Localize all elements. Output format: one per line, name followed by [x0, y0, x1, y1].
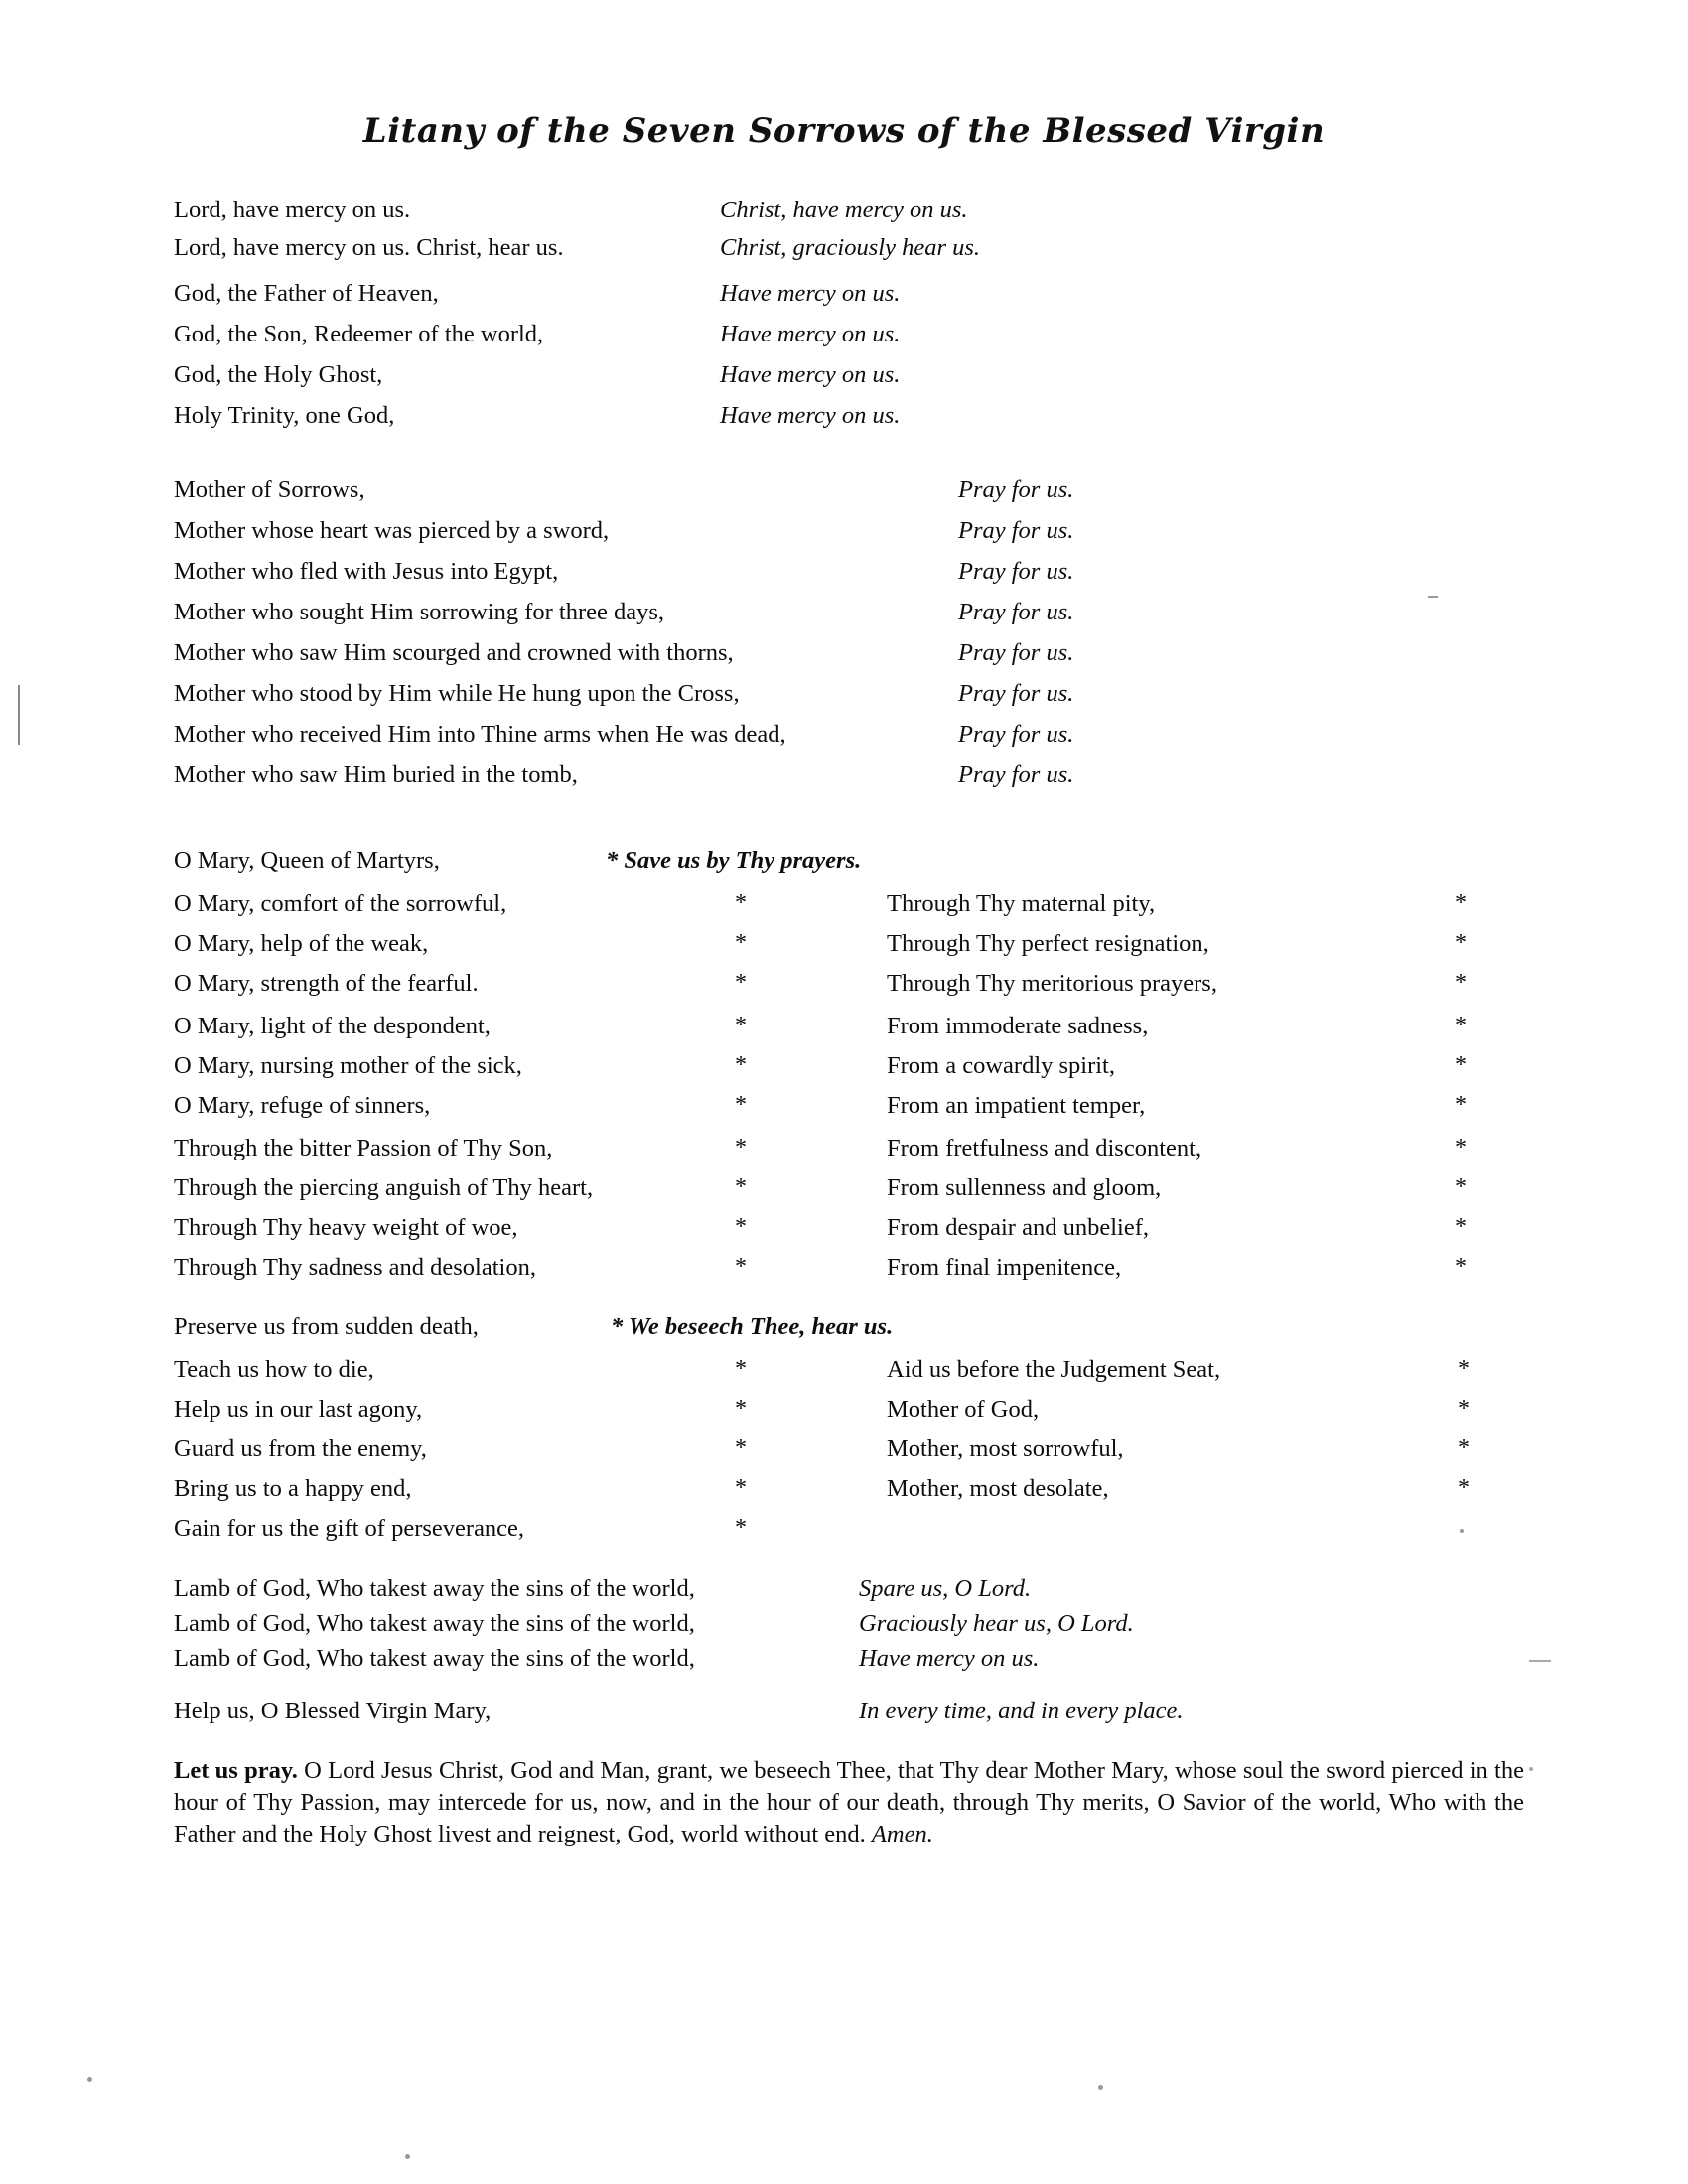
response-star: * [1455, 930, 1467, 956]
response-star: * [735, 1435, 747, 1461]
call-text: Mother who saw Him buried in the tomb, [174, 761, 578, 788]
prayer-amen: Amen. [871, 1820, 933, 1847]
petition-left: O Mary, comfort of the sorrowful, [174, 890, 507, 917]
scan-artifact [1098, 2085, 1103, 2090]
scan-artifact [1529, 1660, 1551, 1662]
petition-left: Through the bitter Passion of Thy Son, [174, 1135, 553, 1161]
call-text: Mother whose heart was pierced by a sword, [174, 517, 610, 544]
response-star: * [1455, 1013, 1467, 1038]
response-text: Pray for us. [958, 599, 1074, 625]
response-text: Pray for us. [958, 680, 1074, 707]
litany-row [174, 639, 1514, 680]
response-star: * [735, 1515, 747, 1541]
response-star: * [735, 1475, 747, 1501]
petition-right: Aid us before the Judgement Seat, [887, 1356, 1221, 1383]
call-text: Mother of Sorrows, [174, 477, 365, 503]
call-text: God, the Father of Heaven, [174, 280, 439, 307]
response-star: * [735, 930, 747, 956]
litany-row [174, 1645, 1514, 1680]
litany-row [174, 361, 1514, 402]
beseech-lead-response: * We beseech Thee, hear us. [611, 1313, 894, 1340]
petition-left: O Mary, help of the weak, [174, 930, 429, 957]
petition-right: From despair and unbelief, [887, 1214, 1149, 1241]
response-star: * [1455, 1052, 1467, 1078]
petition-right: From an impatient temper, [887, 1092, 1146, 1119]
response-text: Christ, have mercy on us. [720, 197, 968, 223]
response-star: * [1458, 1356, 1470, 1382]
response-text: Graciously hear us, O Lord. [859, 1610, 1134, 1637]
petition-right: Through Thy maternal pity, [887, 890, 1156, 917]
response-star: * [735, 1174, 747, 1200]
response-star: * [735, 1052, 747, 1078]
response-star: * [735, 1092, 747, 1118]
litany-row [174, 197, 1514, 234]
call-text: Lamb of God, Who takest away the sins of the world, [174, 1610, 695, 1637]
response-star: * [1455, 890, 1467, 916]
petition-left: Through the piercing anguish of Thy heart, [174, 1174, 594, 1201]
call-text: Mother who saw Him scourged and crowned with thorns, [174, 639, 734, 666]
litany-row [174, 321, 1514, 361]
litany-row [174, 1610, 1514, 1645]
petition-left: Through Thy sadness and desolation, [174, 1254, 536, 1281]
petition-left: Teach us how to die, [174, 1356, 374, 1383]
petition-right: From fretfulness and discontent, [887, 1135, 1202, 1161]
petition-right: From sullenness and gloom, [887, 1174, 1162, 1201]
response-text: Pray for us. [958, 761, 1074, 788]
response-star: * [735, 1214, 747, 1240]
response-text: Pray for us. [958, 517, 1074, 544]
scan-artifact [1529, 1767, 1533, 1771]
litany-row [174, 761, 1514, 802]
response-star: * [1458, 1396, 1470, 1422]
response-star: * [1455, 1174, 1467, 1200]
call-text: Mother who received Him into Thine arms when He was dead, [174, 721, 786, 748]
help-us-section [174, 1698, 1514, 1735]
let-us-pray-label: Let us pray. [174, 1757, 298, 1784]
litany-row [174, 1698, 1514, 1735]
litany-row [174, 1575, 1514, 1610]
petition-right: From immoderate sadness, [887, 1013, 1149, 1039]
petition-left: Through Thy heavy weight of woe, [174, 1214, 518, 1241]
scan-artifact [1460, 1529, 1464, 1533]
save-us-lead-call: O Mary, Queen of Martyrs, [174, 847, 440, 874]
scan-artifact [18, 685, 20, 745]
call-text: Help us, O Blessed Virgin Mary, [174, 1698, 492, 1724]
petition-right: Mother, most desolate, [887, 1475, 1109, 1502]
response-text: Christ, graciously hear us. [720, 234, 981, 261]
opening-section [174, 197, 1514, 272]
response-star: * [735, 970, 747, 996]
page-title: Litany of the Seven Sorrows of the Blessed Virgin [362, 111, 1326, 151]
response-text: Pray for us. [958, 721, 1074, 748]
scan-artifact [405, 2154, 410, 2159]
call-text: Lamb of God, Who takest away the sins of the world, [174, 1645, 695, 1672]
trinity-section [174, 280, 1514, 443]
petition-left: O Mary, nursing mother of the sick, [174, 1052, 522, 1079]
petition-right: Through Thy meritorious prayers, [887, 970, 1217, 997]
prayer-body: O Lord Jesus Christ, God and Man, grant, we beseech Thee, that Thy dear Mother Mary, whose soul the sword pierced in the hour of Thy Passion, may intercede for us, now, and in the hour of our death, through Thy merits, O Savior of the world, Who with the Father and the Holy Ghost livest and reignest, God, world without end. [174, 1757, 1524, 1847]
call-text: Lord, have mercy on us. [174, 197, 411, 223]
mother-invocations-section [174, 477, 1514, 802]
scan-artifact [87, 2077, 92, 2082]
petition-left: Bring us to a happy end, [174, 1475, 412, 1502]
litany-row [174, 721, 1514, 761]
response-star: * [735, 890, 747, 916]
call-text: Mother who fled with Jesus into Egypt, [174, 558, 559, 585]
response-star: * [1458, 1475, 1470, 1501]
save-us-lead-response: * Save us by Thy prayers. [606, 847, 862, 874]
petition-right: Mother of God, [887, 1396, 1040, 1423]
response-text: Have mercy on us. [720, 361, 901, 388]
litany-row [174, 680, 1514, 721]
petition-right: From a cowardly spirit, [887, 1052, 1115, 1079]
response-star: * [735, 1013, 747, 1038]
response-text: Spare us, O Lord. [859, 1575, 1032, 1602]
response-text: In every time, and in every place. [859, 1698, 1184, 1724]
litany-row [174, 477, 1514, 517]
call-text: Lamb of God, Who takest away the sins of the world, [174, 1575, 695, 1602]
call-text: Mother who stood by Him while He hung upon the Cross, [174, 680, 740, 707]
response-star: * [1455, 1214, 1467, 1240]
response-star: * [1455, 1092, 1467, 1118]
litany-row [174, 558, 1514, 599]
beseech-lead-call: Preserve us from sudden death, [174, 1313, 479, 1340]
response-text: Have mercy on us. [720, 280, 901, 307]
petition-right: Through Thy perfect resignation, [887, 930, 1209, 957]
call-text: Holy Trinity, one God, [174, 402, 395, 429]
response-star: * [735, 1356, 747, 1382]
petition-left: O Mary, strength of the fearful. [174, 970, 479, 997]
litany-row [174, 234, 1514, 272]
call-text: Lord, have mercy on us. Christ, hear us. [174, 234, 564, 261]
petition-left: Gain for us the gift of perseverance, [174, 1515, 525, 1542]
response-text: Pray for us. [958, 558, 1074, 585]
petition-right: Mother, most sorrowful, [887, 1435, 1124, 1462]
litany-row [174, 402, 1514, 443]
litany-row [174, 280, 1514, 321]
response-text: Pray for us. [958, 477, 1074, 503]
response-text: Have mercy on us. [720, 402, 901, 429]
litany-row [174, 517, 1514, 558]
response-text: Have mercy on us. [720, 321, 901, 347]
response-text: Pray for us. [958, 639, 1074, 666]
response-star: * [1455, 1254, 1467, 1280]
response-star: * [735, 1254, 747, 1280]
response-star: * [735, 1135, 747, 1160]
petition-left: O Mary, refuge of sinners, [174, 1092, 431, 1119]
response-star: * [1455, 1135, 1467, 1160]
response-star: * [1458, 1435, 1470, 1461]
closing-prayer [174, 1755, 1524, 1850]
petition-left: Help us in our last agony, [174, 1396, 423, 1423]
response-star: * [1455, 970, 1467, 996]
call-text: Mother who sought Him sorrowing for three days, [174, 599, 665, 625]
petition-right: From final impenitence, [887, 1254, 1122, 1281]
lamb-of-god-section [174, 1575, 1514, 1680]
scan-artifact [1428, 596, 1438, 598]
response-text: Have mercy on us. [859, 1645, 1040, 1672]
petition-left: O Mary, light of the despondent, [174, 1013, 491, 1039]
call-text: God, the Son, Redeemer of the world, [174, 321, 544, 347]
response-star: * [735, 1396, 747, 1422]
call-text: God, the Holy Ghost, [174, 361, 383, 388]
petition-left: Guard us from the enemy, [174, 1435, 427, 1462]
litany-row [174, 599, 1514, 639]
